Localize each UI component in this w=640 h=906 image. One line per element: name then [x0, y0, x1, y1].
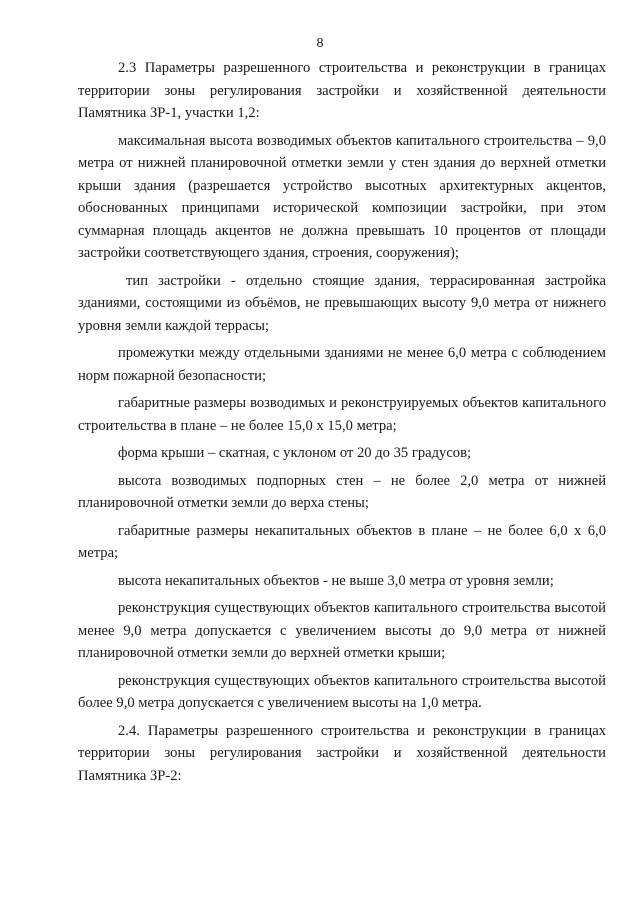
paragraph-building-type: тип застройки - отдельно стоящие здания, террасированная застройка зданиями, состоящими из объёмов, не превышающих высоту 9,0 метра от нижнего уровня земли каждой террасы;	[78, 272, 606, 334]
paragraph-noncapital-dimensions: габаритные размеры некапитальных объектов в плане – не более 6,0 х 6,0 метра;	[78, 522, 606, 561]
section-heading-2-4: 2.4. Параметры разрешенного строительства и реконструкции в границах территории зоны регулирования застройки и хозяйственной деятельности Памятника ЗР-2:	[78, 722, 606, 784]
paragraph-retaining-walls: высота возводимых подпорных стен – не более 2,0 метра от нижней планировочной отметки земли до верха стены;	[78, 472, 606, 511]
paragraph-noncapital-height: высота некапитальных объектов - не выше 3,0 метра от уровня земли;	[118, 572, 554, 589]
page-number: 8	[316, 36, 324, 51]
paragraph-roof-shape: форма крыши – скатная, с уклоном от 20 до 35 градусов;	[118, 445, 472, 461]
section-heading-2-3: 2.3 Параметры разрешенного строительства и реконструкции в границах территории зоны регулирования застройки и хозяйственной деятельности Памятника ЗР-1, участки 1,2:	[78, 60, 606, 121]
document-body	[78, 57, 606, 792]
paragraph-max-height: максимальная высота возводимых объектов капитального строительства – 9,0 метра от нижней планировочной отметки земли у стен здания до верхней отметки крыши здания (разрешается устройство высотных архитектурных акцентов, обоснованных принципами исторической композиции застройки, при этом суммарная площадь акцентов не должна превышать 10 процентов от площади застройки соответствующего здания, строения, сооружения);	[78, 132, 606, 261]
paragraph-dimensions: габаритные размеры возводимых и реконструируемых объектов капитального строительства в плане – не более 15,0 х 15,0 метра;	[78, 395, 606, 434]
paragraph-reconstruction-above: реконструкция существующих объектов капитального строительства высотой более 9,0 метра допускается с увеличением высоты на 1,0 метра.	[78, 672, 606, 711]
paragraph-gaps: промежутки между отдельными зданиями не менее 6,0 метра с соблюдением норм пожарной безопасности;	[78, 345, 606, 384]
paragraph-reconstruction-below: реконструкция существующих объектов капитального строительства высотой менее 9,0 метра допускается с увеличением высоты до 9,0 метра от нижней планировочной отметки земли до верхней отметки крыши;	[78, 600, 606, 661]
